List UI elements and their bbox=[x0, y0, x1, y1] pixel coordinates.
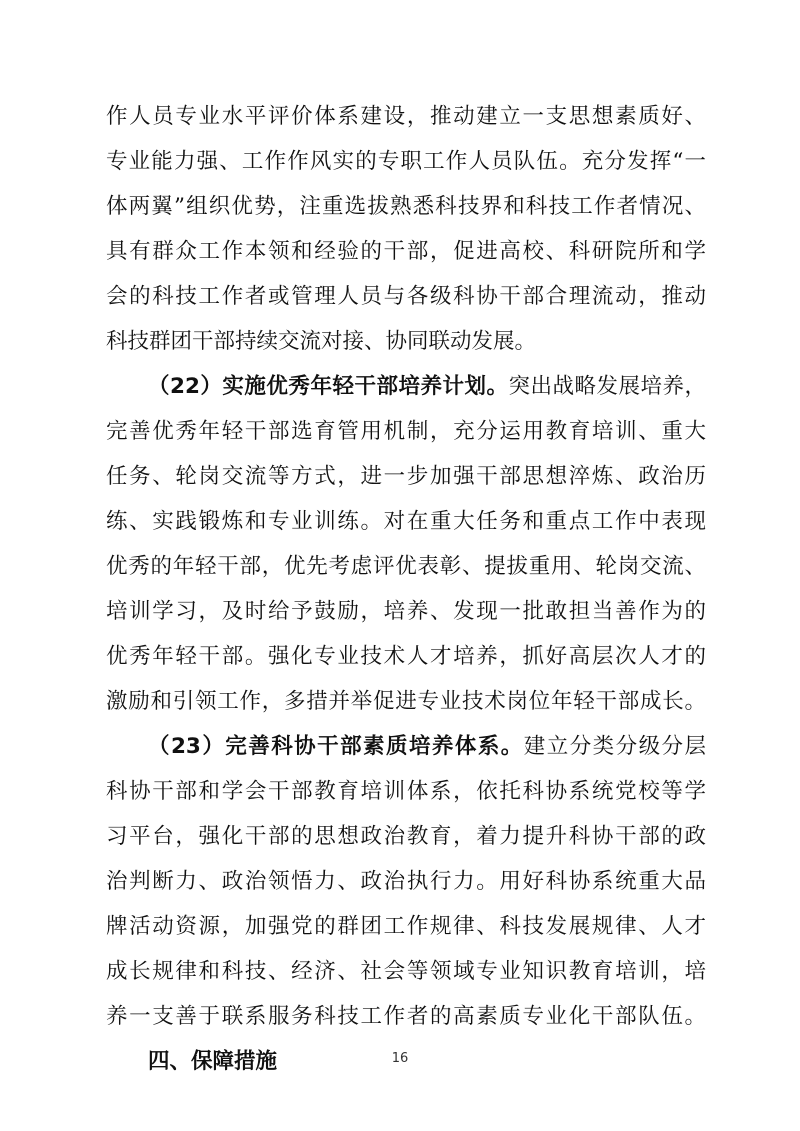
page-number: 16 bbox=[391, 1051, 409, 1066]
paragraph-line: 科协干部和学会干部教育培训体系，依托科协系统党校等学 bbox=[106, 779, 706, 804]
paragraph-line: 治判断力、政治领悟力、政治执行力。用好科协系统重大品 bbox=[106, 869, 706, 894]
paragraph-line: 优秀年轻干部。强化专业技术人才培养，抓好高层次人才的 bbox=[106, 644, 706, 669]
paragraph-line: 会的科技工作者或管理人员与各级科协干部合理流动，推动 bbox=[106, 284, 706, 309]
paragraph-line: 优秀的年轻干部，优先考虑评优表彰、提拔重用、轮岗交流、 bbox=[106, 554, 706, 579]
section-23-heading: （23）完善科协干部素质培养体系。 bbox=[148, 734, 524, 759]
paragraph-line: 激励和引领工作，多措并举促进专业技术岗位年轻干部成长。 bbox=[106, 689, 706, 714]
section-23-lead-text: 建立分类分级分层 bbox=[523, 734, 706, 759]
paragraph-line: 体两翼”组织优势，注重选拔熟悉科技界和科技工作者情况、 bbox=[106, 194, 706, 219]
paragraph-line: 任务、轮岗交流等方式，进一步加强干部思想淬炼、政治历 bbox=[106, 464, 706, 489]
section-22-first-line bbox=[148, 373, 706, 401]
paragraph-line: 具有群众工作本领和经验的干部，促进高校、科研院所和学 bbox=[106, 239, 706, 264]
paragraph-line: 培训学习，及时给予鼓励，培养、发现一批敢担当善作为的 bbox=[106, 599, 706, 624]
section-22-heading: （22）实施优秀年轻干部培养计划。 bbox=[148, 374, 509, 399]
paragraph-line: 科技群团干部持续交流对接、协同联动发展。 bbox=[106, 329, 537, 354]
paragraph-line: 习平台，强化干部的思想政治教育，着力提升科协干部的政 bbox=[106, 824, 706, 849]
section-heading: 四、保障措施 bbox=[148, 1049, 278, 1074]
paragraph-line: 作人员专业水平评价体系建设，推动建立一支思想素质好、 bbox=[106, 104, 706, 129]
paragraph-line: 成长规律和科技、经济、社会等领域专业知识教育培训，培 bbox=[106, 959, 706, 984]
paragraph-line: 养一支善于联系服务科技工作者的高素质专业化干部队伍。 bbox=[106, 1004, 706, 1029]
paragraph-line: 完善优秀年轻干部选育管用机制，充分运用教育培训、重大 bbox=[106, 419, 706, 444]
paragraph-line: 练、实践锻炼和专业训练。对在重大任务和重点工作中表现 bbox=[106, 509, 706, 534]
section-23-first-line bbox=[148, 733, 706, 761]
section-22-lead-text: 突出战略发展培养， bbox=[508, 374, 706, 399]
paragraph-line: 专业能力强、工作作风实的专职工作人员队伍。充分发挥“一 bbox=[106, 149, 706, 174]
paragraph-line: 牌活动资源，加强党的群团工作规律、科技发展规律、人才 bbox=[106, 914, 706, 939]
